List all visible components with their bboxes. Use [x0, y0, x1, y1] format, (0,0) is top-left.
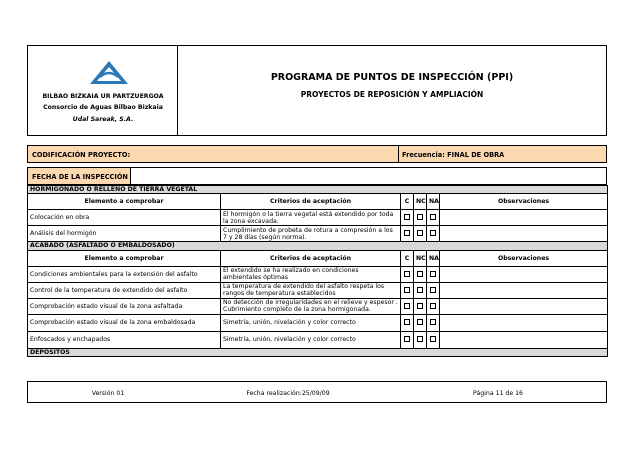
na-checkbox[interactable] [430, 214, 436, 220]
elemento-cell: Análisis del hormigón [28, 226, 221, 242]
table-row [28, 282, 608, 298]
section-header [28, 242, 608, 250]
version-label: Versión 01 [91, 390, 125, 397]
criterio-cell: El hormigón o la tierra vegetal está extendido por toda la zona excavada. [221, 210, 401, 226]
observaciones-cell[interactable] [440, 331, 608, 348]
col-c: C [401, 194, 414, 210]
elemento-cell: Colocación en obra [28, 210, 221, 226]
nc-checkbox[interactable] [417, 271, 423, 277]
na-checkbox[interactable] [430, 287, 436, 293]
col-criterios: Criterios de aceptación [221, 250, 401, 266]
org-company: Udal Sareak, S.A. [72, 116, 134, 123]
inspection-date-label: FECHA DE LA INSPECCIÓN [32, 173, 128, 181]
project-code-row [27, 145, 607, 163]
c-checkbox[interactable] [404, 214, 410, 220]
title-block [178, 46, 606, 135]
col-elemento: Elemento a comprobar [28, 194, 221, 210]
elemento-cell: Comprobación estado visual de la zona embaldosada [28, 314, 221, 331]
criterio-cell: Simetría, unión, nivelación y color correcto [221, 331, 401, 348]
table-row [28, 331, 608, 348]
document-subtitle: PROYECTOS DE REPOSICIÓN Y AMPLIACIÓN [300, 90, 484, 99]
observaciones-cell[interactable] [440, 210, 608, 226]
elemento-cell: Comprobación estado visual de la zona asfaltada [28, 298, 221, 314]
nc-checkbox[interactable] [417, 230, 423, 236]
org-name: BILBAO BIZKAIA UR PARTZUERGOA [42, 93, 164, 100]
observaciones-cell[interactable] [440, 266, 608, 282]
c-checkbox[interactable] [404, 319, 410, 325]
elemento-cell: Condiciones ambientales para la extensión del asfalto [28, 266, 221, 282]
inspection-date-field[interactable] [131, 167, 607, 185]
na-checkbox[interactable] [430, 230, 436, 236]
nc-checkbox[interactable] [417, 336, 423, 342]
observaciones-cell[interactable] [440, 226, 608, 242]
observaciones-cell[interactable] [440, 298, 608, 314]
criterio-cell: Cumplimiento de probeta de rotura a compresión a los 7 y 28 días (según norma). [221, 226, 401, 242]
elemento-cell: Control de la temperatura de extendido del asfalto [28, 282, 221, 298]
na-checkbox[interactable] [430, 336, 436, 342]
criterio-cell: El extendido se ha realizado en condiciones ambientales óptimas [221, 266, 401, 282]
table-row [28, 266, 608, 282]
section-title: ACABADO (ASFALTADO O EMBALDOSADO) [28, 242, 608, 250]
column-header-row [28, 194, 608, 210]
na-checkbox[interactable] [430, 319, 436, 325]
col-observaciones: Observaciones [440, 194, 608, 210]
page-number: Página 11 de 16 [473, 390, 523, 397]
document-title: PROGRAMA DE PUNTOS DE INSPECCIÓN (PPI) [270, 72, 514, 83]
section-header [28, 186, 608, 194]
section-title: HORMIGONADO O RELLENO DE TIERRA VEGETAL [28, 186, 608, 194]
col-elemento: Elemento a comprobar [28, 250, 221, 266]
nc-checkbox[interactable] [417, 214, 423, 220]
column-header-row [28, 250, 608, 266]
criterio-cell: Simetría, unión, nivelación y color correcto [221, 314, 401, 331]
c-checkbox[interactable] [404, 287, 410, 293]
col-c: C [401, 250, 414, 266]
col-nc: NC [414, 194, 427, 210]
project-code-label: CODIFICACIÓN PROYECTO: [32, 151, 131, 159]
c-checkbox[interactable] [404, 230, 410, 236]
section-title: DEPÓSITOS [28, 348, 608, 356]
col-criterios: Criterios de aceptación [221, 194, 401, 210]
section-header [28, 348, 608, 356]
nc-checkbox[interactable] [417, 303, 423, 309]
na-checkbox[interactable] [430, 303, 436, 309]
c-checkbox[interactable] [404, 336, 410, 342]
nc-checkbox[interactable] [417, 319, 423, 325]
elemento-cell: Enfoscados y enchapados [28, 331, 221, 348]
consorcio-logo-icon [88, 60, 130, 86]
inspection-date-label-cell [27, 167, 131, 185]
nc-checkbox[interactable] [417, 287, 423, 293]
c-checkbox[interactable] [404, 271, 410, 277]
c-checkbox[interactable] [404, 303, 410, 309]
col-na: NA [427, 250, 440, 266]
frequency-field: Frecuencia: FINAL DE OBRA [398, 146, 504, 162]
document-header [27, 45, 607, 136]
table-row [28, 226, 608, 242]
table-row [28, 210, 608, 226]
criterio-cell: No detección de irregularidades en el relieve y espesor . Cubrimiento completo de la zona hormigonada. [221, 298, 401, 314]
col-observaciones: Observaciones [440, 250, 608, 266]
inspection-table [27, 185, 608, 357]
table-row [28, 298, 608, 314]
page-footer [27, 381, 607, 403]
col-nc: NC [414, 250, 427, 266]
na-checkbox[interactable] [430, 271, 436, 277]
observaciones-cell[interactable] [440, 314, 608, 331]
criterio-cell: La temperatura de extendido del asfalto respeta los rangos de temperatura establecidos [221, 282, 401, 298]
col-na: NA [427, 194, 440, 210]
organization-block [28, 46, 178, 135]
org-name-spanish: Consorcio de Aguas Bilbao Bizkaia [43, 104, 163, 111]
date-label: Fecha realización:25/09/09 [246, 390, 330, 397]
table-row [28, 314, 608, 331]
observaciones-cell[interactable] [440, 282, 608, 298]
